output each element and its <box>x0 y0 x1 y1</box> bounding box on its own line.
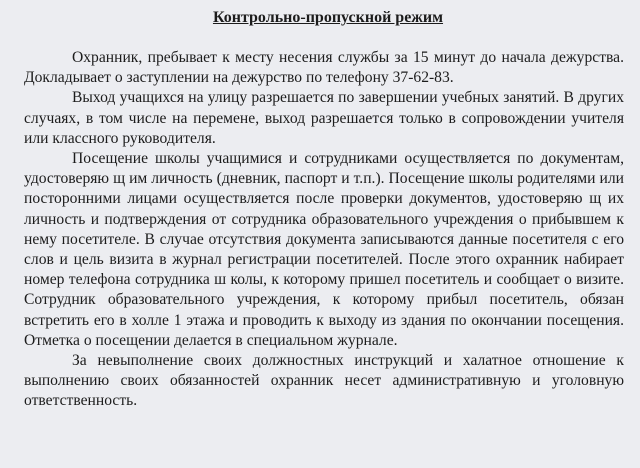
document-title: Контрольно-пропускной режим <box>212 9 444 26</box>
paragraph-guard-arrival: Охранник, пребывает к месту несения службы за 15 минут до начала дежурства. Докладывает о заступлении на дежурство по телефону 37-62-83. <box>24 49 624 87</box>
paragraph-responsibility: За невыполнение своих должностных инструкций и халатное отношение к выполнению своих обязанностей охранник несет административную и уголовную ответственность. <box>24 352 624 410</box>
paragraph-visitor-procedure: Посещение школы учащимися и сотрудниками осуществляется по документам, удостоверяю щ им личность (дневник, паспорт и т.п.). Посещение школы родителями или посторонними лицами осуществляется после проверки документов, удостоверяю щ их личность и подтверждения от сотрудника образовательного учреждения о прибывшем к нему посетителе. В случае отсутствия документа записываются данные посетителя с его слов и цель визита в журнал регистрации посетителей. После этого охранник набирает номер телефона сотрудника ш колы, к которому пришел посетитель и сообщает о визите. Сотрудник образовательного учреждения, к которому прибыл посетитель, обязан встретить его в холле 1 этажа и проводить к выходу из здания по окончании посещения. Отметка о посещении делается в специальном журнале. <box>24 150 624 349</box>
paragraph-student-exit: Выход учащихся на улицу разрешается по завершении учебных занятий. В других случаях, в том числе на перемене, выход разрешается только в сопровождении учителя или классного руководителя. <box>24 89 624 147</box>
